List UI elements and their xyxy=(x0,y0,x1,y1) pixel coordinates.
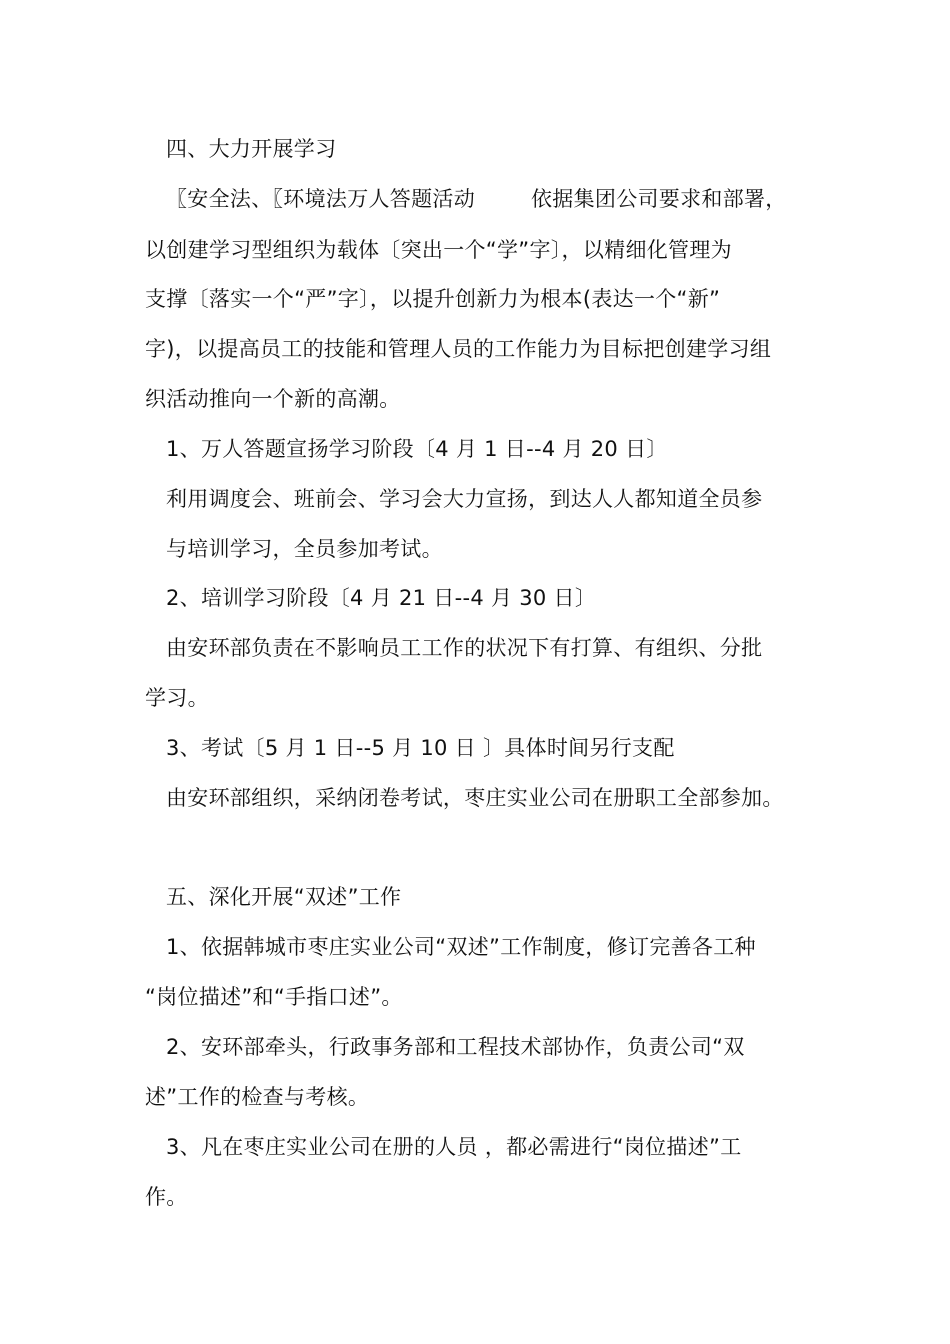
stage-1-text-line: 利用调度会、班前会、学习会大力宣扬，到达人人都知道全员参 xyxy=(166,487,763,511)
item-2-line: 述”工作的检查与考核。 xyxy=(145,1085,370,1109)
stage-2-text-line: 由安环部负责在不影响员工工作的状况下有打算、有组织、分批 xyxy=(166,636,763,660)
stage-1-title: 1、万人答题宣扬学习阶段〔4 月 1 日--4 月 20 日〕 xyxy=(166,437,668,461)
item-1-line: 1、依据韩城市枣庄实业公司“双述”工作制度，修订完善各工种 xyxy=(166,935,756,959)
stage-2-title: 2、培训学习阶段〔4 月 21 日--4 月 30 日〕 xyxy=(166,586,597,610)
item-2-line: 2、安环部牵头，行政事务部和工程技术部协作，负责公司“双 xyxy=(166,1035,745,1059)
intro-text: 依据集团公司要求和部署， xyxy=(531,187,787,211)
intro-activity-title: 〖安全法、〖环境法万人答题活动 xyxy=(166,187,475,211)
item-3-line: 3、凡在枣庄实业公司在册的人员 ，都必需进行“岗位描述”工 xyxy=(166,1135,742,1159)
stage-3-title: 3、考试〔5 月 1 日--5 月 10 日 〕具体时间另行支配 xyxy=(166,736,675,760)
paragraph-line: 字)，以提高员工的技能和管理人员的工作能力为目标把创建学习组 xyxy=(145,337,772,361)
stage-1-text-line: 与培训学习，全员参加考试。 xyxy=(166,537,443,561)
stage-3-text-line: 由安环部组织，采纳闭卷考试，枣庄实业公司在册职工全部参加。 xyxy=(166,786,784,810)
section-4-heading: 四、大力开展学习 xyxy=(166,137,337,161)
paragraph-line: 支撑〔落实一个“严”字〕，以提升创新力为根本(表达一个“新” xyxy=(145,287,721,311)
paragraph-line: 织活动推向一个新的高潮。 xyxy=(145,387,401,411)
stage-2-text-line: 学习。 xyxy=(145,686,209,710)
item-1-line: “岗位描述”和“手指口述”。 xyxy=(145,985,403,1009)
item-3-line: 作。 xyxy=(145,1185,188,1209)
paragraph-line: 以创建学习型组织为载体〔突出一个“学”字〕，以精细化管理为 xyxy=(145,238,732,262)
section-5-heading: 五、深化开展“双述”工作 xyxy=(166,885,402,909)
section-4-intro xyxy=(166,187,787,211)
